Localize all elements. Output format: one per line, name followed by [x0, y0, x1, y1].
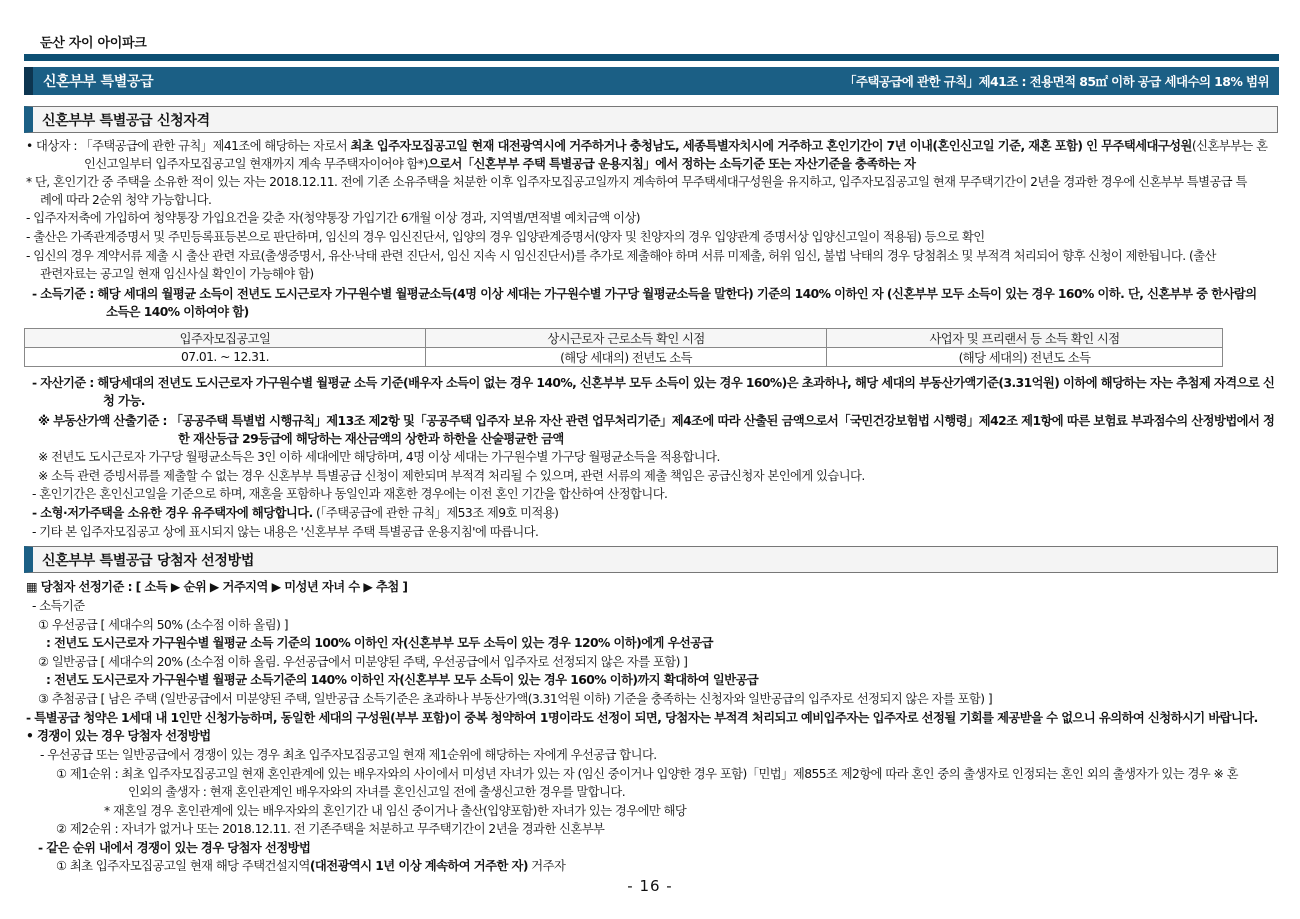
text-line: - 출산은 가족관계증명서 및 주민등록표등본으로 판단하며, 임신의 경우 임신진단서, 입양의 경우 입양관계증명서(양자 및 친양자의 경우 입양관계 증명서상 입양신고일이 적용됨) 등으로 확인: [26, 230, 985, 244]
banner-title: 신혼부부 특별공급: [43, 74, 154, 90]
text-line: 청 가능.: [103, 394, 145, 408]
text-line: 한 재산등급 29등급에 해당하는 재산금액의 상한과 하한을 산술평균한 금액: [178, 432, 564, 446]
table-header: 사업자 및 프리랜서 등 소득 확인 시점: [827, 329, 1223, 348]
text-line: - 기타 본 입주자모집공고 상에 표시되지 않는 내용은 '신혼부부 주택 특별공급 운용지침'에 따릅니다.: [32, 525, 539, 539]
document-title: 둔산 자이 아이파크: [40, 36, 147, 51]
text-line: ※ 부동산가액 산출기준 : 「공공주택 특별법 시행규칙」제13조 제2항 및「공공주택 입주자 보유 자산 관련 업무처리기준」제4조에 따라 산출된 금액으로서「국민건강보험법 시행령」제42조 제1항에 따른 보험료 부과점수의 산정방법에서 정: [38, 414, 1275, 428]
table-cell: 07.01. ~ 12.31.: [25, 348, 426, 367]
text-line: ① 제1순위 : 최초 입주자모집공고일 현재 혼인관계에 있는 배우자와의 사이에서 미성년 자녀가 있는 자 (임신 중이거나 입양한 경우 포함)「민법」제855조 제2항에 따라 혼인 중의 출생자로 인정되는 혼인 외의 출생자가 있는 경우 ※ 혼: [56, 767, 1238, 781]
text-line: - 우선공급 또는 일반공급에서 경쟁이 있는 경우 최초 입주자모집공고일 현재 제1순위에 해당하는 자에게 우선공급 합니다.: [40, 748, 657, 762]
text-line: ② 일반공급 [ 세대수의 20% (소수점 이하 올림. 우선공급에서 미분양된 주택, 우선공급에서 입주자로 선정되지 않은 자를 포함) ]: [38, 655, 688, 669]
text-line: 례에 따라 2순위 청약 가능합니다.: [40, 193, 212, 207]
table-cell: (해당 세대의) 전년도 소득: [827, 348, 1223, 367]
table-header-row: [25, 329, 1223, 348]
text-line: - 임신의 경우 계약서류 제출 시 출산 관련 자료(출생증명서, 유산·낙태 관련 진단서, 임신 지속 시 임신진단서)를 추가로 제출해야 하며 서류 미제출, 허위 임신, 불법 낙태의 경우 당첨취소 및 부적격 처리되어 향후 신청이 제한됩니다. (출산: [26, 249, 1216, 263]
income-check-table: [24, 328, 1223, 367]
text-line: - 특별공급 청약은 1세대 내 1인만 신청가능하며, 동일한 세대의 구성원(부부 포함)이 중복 청약하여 1명이라도 선정이 되면, 당첨자는 부적격 처리되고 예비입주자는 입주자로 선정될 기회를 제공받을 수 없으니 유의하여 신청하시기 바랍니다.: [26, 711, 1258, 725]
page-number: - 16 -: [627, 877, 673, 895]
text-line: * 단, 혼인기간 중 주택을 소유한 적이 있는 자는 2018.12.11. 전에 기존 소유주택을 처분한 이후 입주자모집공고일까지 계속하여 무주택세대구성원을 유지하고, 입주자모집공고일 현재 무주택기간이 2년을 경과한 경우에 신혼부부 특별공급 특: [26, 175, 1247, 189]
text-line: ▦ 당첨자 선정기준 : [ 소득 ▶ 순위 ▶ 거주지역 ▶ 미성년 자녀 수 ▶ 추첨 ]: [26, 580, 408, 594]
text-line: 소득은 140% 이하여야 함): [106, 305, 249, 319]
table-header: 입주자모집공고일: [25, 329, 426, 348]
table-header: 상시근로자 근로소득 확인 시점: [426, 329, 827, 348]
text-line: - 입주자저축에 가입하여 청약통장 가입요건을 갖춘 자(청약통장 가입기간 6개월 이상 경과, 지역별/면적별 예치금액 이상): [26, 211, 641, 225]
text-line: ① 최초 입주자모집공고일 현재 해당 주택건설지역(대전광역시 1년 이상 계속하여 거주한 자) 거주자: [56, 859, 566, 873]
text-line: : 전년도 도시근로자 가구원수별 월평균 소득기준의 140% 이하인 자(신혼부부 모두 소득이 있는 경우 160% 이하)까지 확대하여 일반공급: [46, 673, 759, 687]
text-line: • 경쟁이 있는 경우 당첨자 선정방법: [26, 729, 211, 743]
text-line: - 소득기준 : 해당 세대의 월평균 소득이 전년도 도시근로자 가구원수별 월평균소득(4명 이상 세대는 가구원수별 가구당 월평균소득을 말한다) 기준의 140% 이하인 자 (신혼부부 모두 소득이 있는 경우 160% 이하. 단, 신혼부부 중 한사람의: [32, 287, 1257, 301]
text-line: - 혼인기간은 혼인신고일을 기준으로 하며, 재혼을 포함하나 동일인과 재혼한 경우에는 이전 혼인 기간을 합산하여 산정합니다.: [32, 487, 668, 501]
top-rule: [24, 54, 1279, 61]
text-line: ② 제2순위 : 자녀가 없거나 또는 2018.12.11. 전 기존주택을 처분하고 무주택기간이 2년을 경과한 신혼부부: [56, 822, 605, 836]
text-line: 인신고일부터 입주자모집공고일 현재까지 계속 무주택자이어야 함*)으로서「신혼부부 주택 특별공급 운용지침」에서 정하는 소득기준 또는 자산기준을 충족하는 자: [84, 157, 916, 171]
text-line: - 자산기준 : 해당세대의 전년도 도시근로자 가구원수별 월평균 소득 기준(배우자 소득이 없는 경우 140%, 신혼부부 모두 소득이 있는 경우 160%)은 초과하나, 해당 세대의 부동산가액기준(3.31억원) 이하에 해당하는 자는 추첨제 자격으로 신: [32, 376, 1275, 390]
text-line: - 같은 순위 내에서 경쟁이 있는 경우 당첨자 선정방법: [38, 841, 311, 855]
text-line: ③ 추첨공급 [ 남은 주택 (일반공급에서 미분양된 주택, 일반공급 소득기준은 초과하나 부동산가액(3.31억원 이하) 기준을 충족하는 신청자와 일반공급의 입주자로 선정되지 않은 자를 포함) ]: [38, 692, 993, 706]
text-line: - 소형·저가주택을 소유한 경우 유주택자에 해당합니다. (「주택공급에 관한 규칙」제53조 제9호 미적용): [32, 506, 559, 520]
text-line: ※ 전년도 도시근로자 가구당 월평균소득은 3인 이하 세대에만 해당하며, 4명 이상 세대는 가구원수별 가구당 월평균소득을 적용합니다.: [38, 450, 720, 464]
section-heading-eligibility: 신혼부부 특별공급 신청자격: [24, 106, 1278, 133]
text-line: ※ 소득 관련 증빙서류를 제출할 수 없는 경우 신혼부부 특별공급 신청이 제한되며 부적격 처리될 수 있으며, 관련 서류의 제출 책임은 공급신청자 본인에게 있습니다.: [38, 469, 865, 483]
text-line: 관련자료는 공고일 현재 임신사실 확인이 가능해야 함): [40, 267, 314, 281]
text-line: - 소득기준: [32, 599, 85, 613]
section-heading-selection: 신혼부부 특별공급 당첨자 선정방법: [24, 546, 1278, 573]
text-line: * 재혼일 경우 혼인관계에 있는 배우자와의 혼인기간 내 임신 중이거나 출산(입양포함)한 자녀가 있는 경우에만 해당: [104, 804, 687, 818]
text-line: • 대상자 : 「주택공급에 관한 규칙」제41조에 해당하는 자로서 최초 입주자모집공고일 현재 대전광역시에 거주하거나 충청남도, 세종특별자치시에 거주하고 혼인기간이 7년 이내(혼인신고일 기준, 재혼 포함) 인 무주택세대구성원(신혼부부는 혼: [26, 139, 1268, 153]
banner-rule: 「주택공급에 관한 규칙」제41조 : 전용면적 85㎡ 이하 공급 세대수의 18% 범위: [843, 74, 1269, 89]
table-row: [25, 348, 1223, 367]
text-line: ① 우선공급 [ 세대수의 50% (소수점 이하 올림) ]: [38, 618, 288, 632]
text-line: 인외의 출생자 : 현재 혼인관계인 배우자와의 자녀를 혼인신고일 전에 출생신고한 경우를 말합니다.: [128, 785, 626, 799]
text-line: : 전년도 도시근로자 가구원수별 월평균 소득 기준의 100% 이하인 자(신혼부부 모두 소득이 있는 경우 120% 이하)에게 우선공급: [46, 636, 713, 650]
table-cell: (해당 세대의) 전년도 소득: [426, 348, 827, 367]
section-banner: [24, 67, 1279, 95]
